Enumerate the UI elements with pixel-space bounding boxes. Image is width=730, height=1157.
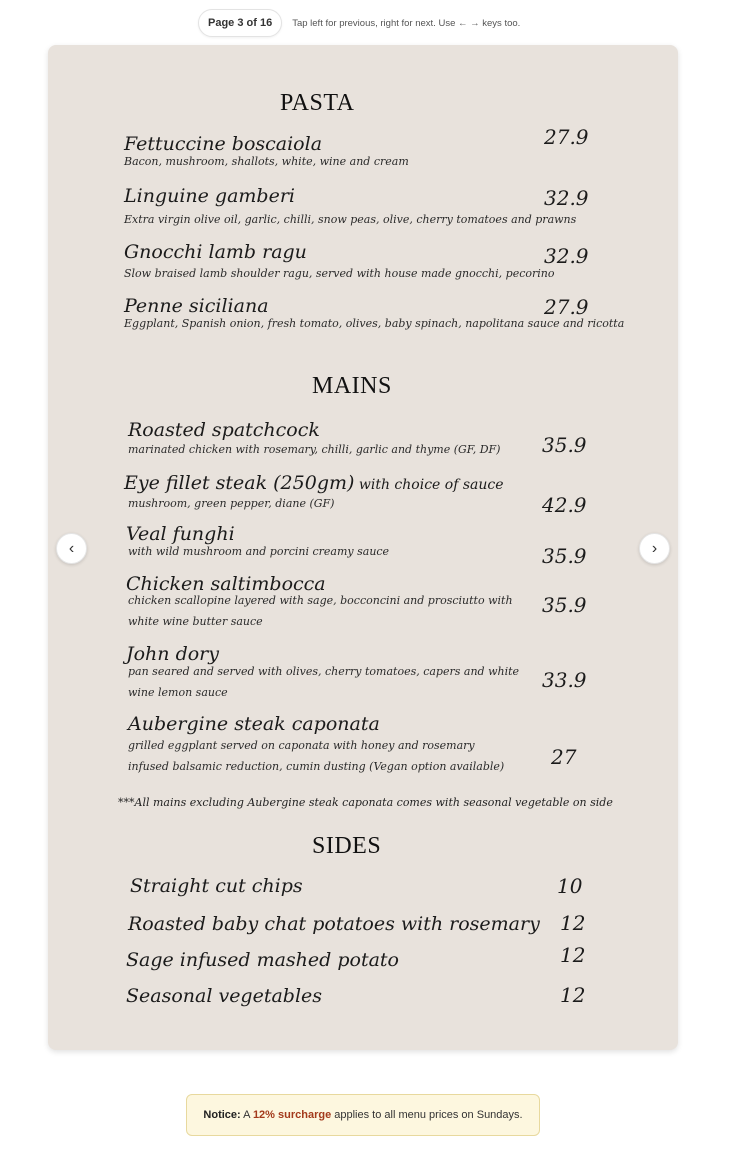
dish-name: Sage infused mashed potato: [126, 949, 399, 971]
dish-desc: pan seared and served with olives, cherry tomatoes, capers and white wine lemon sauce: [128, 665, 520, 699]
chevron-left-icon: ‹: [68, 539, 75, 557]
dish-price: 35.9: [542, 544, 587, 568]
dish-desc: with wild mushroom and porcini creamy sauce: [128, 545, 390, 558]
dish-desc: mushroom, green pepper, diane (GF): [128, 497, 335, 510]
dish-name: Straight cut chips: [130, 875, 303, 897]
mains-footnote: ***All mains excluding Aubergine steak caponata comes with seasonal vegetable on side: [118, 796, 613, 809]
dish-name: Gnocchi lamb ragu: [124, 241, 307, 263]
section-title-pasta: PASTA: [280, 90, 355, 116]
dish-price: 32.9: [544, 186, 589, 210]
dish-price: 33.9: [542, 668, 587, 692]
dish-price: 35.9: [542, 593, 587, 617]
dish-desc: Slow braised lamb shoulder ragu, served with house made gnocchi, pecorino: [124, 267, 555, 280]
dish-name: Linguine gamberi: [124, 185, 295, 207]
dish-name: Eye fillet steak (250gm) with choice of sauce: [124, 472, 504, 494]
dish-name: Penne siciliana: [124, 295, 269, 317]
page-header: [198, 9, 520, 37]
dish-desc: Eggplant, Spanish onion, fresh tomato, olives, baby spinach, napolitana sauce and ricotta: [124, 317, 625, 330]
dish-name: Roasted spatchcock: [128, 419, 320, 441]
page-indicator: Page 3 of 16: [198, 9, 282, 37]
dish-desc: marinated chicken with rosemary, chilli, garlic and thyme (GF, DF): [128, 443, 501, 456]
dish-name: John dory: [126, 643, 219, 665]
notice-text-post: applies to all menu prices on Sundays.: [331, 1109, 523, 1121]
dish-desc: Extra virgin olive oil, garlic, chilli, snow peas, olive, cherry tomatoes and prawns: [124, 213, 577, 226]
dish-price: 27.9: [544, 125, 589, 149]
dish-desc: chicken scallopine layered with sage, bocconcini and prosciutto with white wine butter sauce: [128, 594, 513, 628]
dish-price: 10: [557, 874, 583, 898]
dish-name: Chicken saltimbocca: [126, 573, 326, 595]
dish-price: 12: [560, 911, 586, 935]
dish-price: 12: [560, 943, 586, 967]
dish-price: 27.9: [544, 295, 589, 319]
dish-name: Veal funghi: [126, 523, 235, 545]
menu-page-image[interactable]: [48, 45, 678, 1050]
dish-name: Seasonal vegetables: [126, 985, 323, 1007]
notice-highlight: 12% surcharge: [252, 1109, 332, 1121]
notice-text-pre: A: [240, 1109, 253, 1121]
dish-name: Aubergine steak caponata: [128, 713, 380, 735]
previous-page-button[interactable]: [56, 533, 87, 564]
surcharge-notice: [186, 1094, 540, 1136]
dish-name: Fettuccine boscaiola: [124, 133, 323, 155]
dish-price: 12: [560, 983, 586, 1007]
section-title-mains: MAINS: [312, 373, 392, 399]
section-title-sides: SIDES: [312, 833, 382, 859]
notice-label: Notice:: [203, 1109, 241, 1121]
dish-price: 35.9: [542, 433, 587, 457]
dish-desc: grilled eggplant served on caponata with honey and rosemary infused balsamic reduction, cumin dusting (Vegan option available): [128, 739, 505, 773]
dish-price: 42.9: [542, 493, 587, 517]
dish-price: 27: [551, 745, 577, 769]
navigation-hint: Tap left for previous, right for next. Use ← → keys too.: [292, 17, 521, 29]
next-page-button[interactable]: [639, 533, 670, 564]
dish-price: 32.9: [544, 244, 589, 268]
dish-desc: Bacon, mushroom, shallots, white, wine and cream: [124, 155, 409, 168]
chevron-right-icon: ›: [651, 539, 658, 557]
dish-name: Roasted baby chat potatoes with rosemary: [128, 913, 540, 935]
